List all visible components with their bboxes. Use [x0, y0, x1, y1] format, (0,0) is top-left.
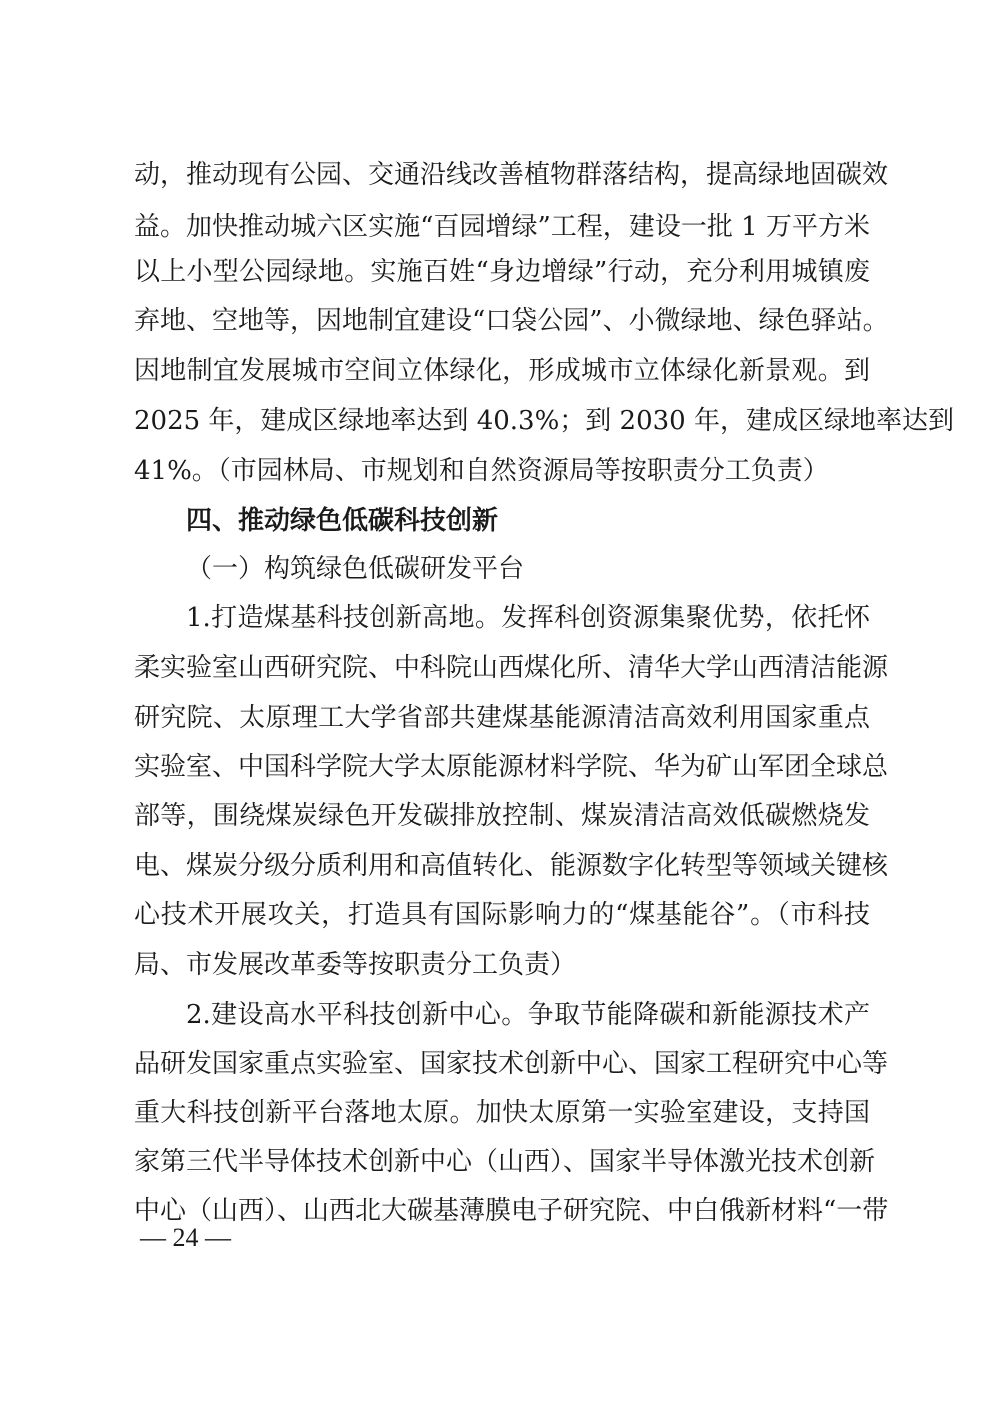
body-text-line: 家第三代半导体技术创新中心（山西）、国家半导体激光技术创新	[134, 1147, 876, 1177]
body-text-line: 重大科技创新平台落地太原。加快太原第一实验室建设，支持国	[134, 1098, 870, 1128]
body-text-line: 研究院、太原理工大学省部共建煤基能源清洁高效利用国家重点	[134, 703, 870, 733]
body-text-line: 中心（山西）、山西北大碳基薄膜电子研究院、中白俄新材料“一带	[134, 1196, 889, 1226]
page-number: — 24 —	[140, 1223, 231, 1252]
body-text-line: 41%。（市园林局、市规划和自然资源局等按职责分工负责）	[134, 456, 829, 486]
body-text-line: 2025 年，建成区绿地率达到 40.3%；到 2030 年，建成区绿地率达到	[134, 406, 954, 436]
section-heading: 四、推动绿色低碳科技创新	[186, 506, 499, 536]
body-text-line: 因地制宜发展城市空间立体绿化，形成城市立体绿化新景观。到	[134, 356, 870, 386]
body-text-line: 品研发国家重点实验室、国家技术创新中心、国家工程研究中心等	[134, 1049, 889, 1079]
body-text-line: 1.打造煤基科技创新高地。发挥科创资源集聚优势，依托怀	[186, 603, 870, 633]
body-text-line: 2.建设高水平科技创新中心。争取节能降碳和新能源技术产	[186, 1000, 870, 1030]
body-text-line: 以上小型公园绿地。实施百姓“身边增绿”行动，充分利用城镇废	[134, 257, 870, 287]
body-text-line: 柔实验室山西研究院、中科院山西煤化所、清华大学山西清洁能源	[134, 653, 889, 683]
body-text-line: 动，推动现有公园、交通沿线改善植物群落结构，提高绿地固碳效	[134, 160, 889, 190]
body-text-line: 局、市发展改革委等按职责分工负责）	[134, 950, 577, 980]
body-text-line: 弃地、空地等，因地制宜建设“口袋公园”、小微绿地、绿色驿站。	[134, 306, 889, 336]
body-text-line: 部等，围绕煤炭绿色开发碳排放控制、煤炭清洁高效低碳燃烧发	[134, 801, 870, 831]
sub-heading: （一）构筑绿色低碳研发平台	[186, 554, 525, 584]
body-text-line: 电、煤炭分级分质利用和高值转化、能源数字化转型等领域关键核	[134, 851, 889, 881]
body-text-line: 实验室、中国科学院大学太原能源材料学院、华为矿山军团全球总	[134, 752, 889, 782]
body-text-line: 心技术开展攻关，打造具有国际影响力的“煤基能谷”。（市科技	[134, 900, 870, 930]
body-text-line: 益。加快推动城六区实施“百园增绿”工程，建设一批 1 万平方米	[134, 212, 870, 242]
